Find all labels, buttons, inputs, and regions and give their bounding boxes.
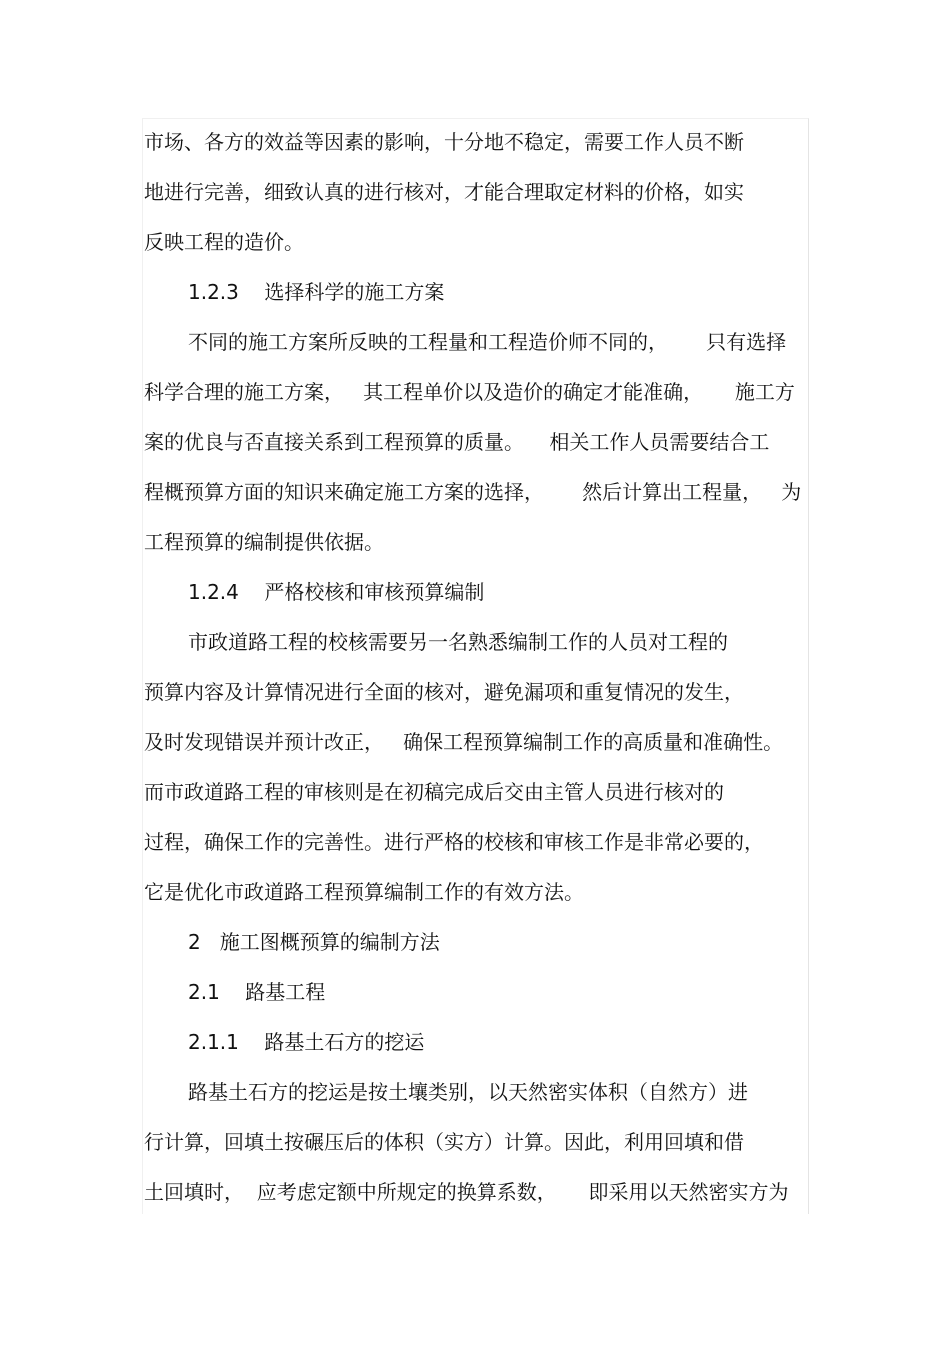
paragraph-line: 案的优良与否直接关系到工程预算的质量。 相关工作人员需要结合工 (144, 430, 770, 454)
paragraph-line: 过程，确保工作的完善性。进行严格的校核和审核工作是非常必要的， (144, 830, 764, 854)
document-body (144, 124, 809, 1224)
paragraph-line: 地进行完善，细致认真的进行核对，才能合理取定材料的价格，如实 (144, 180, 744, 204)
paragraph-line: 程概预算方面的知识来确定施工方案的选择， 然后计算出工程量， 为 (144, 480, 802, 504)
paragraph-line: 市政道路工程的校核需要另一名熟悉编制工作的人员对工程的 (188, 630, 728, 654)
paragraph-line: 市场、各方的效益等因素的影响，十分地不稳定，需要工作人员不断 (144, 130, 744, 154)
paragraph-line: 不同的施工方案所反映的工程量和工程造价师不同的， 只有选择 (188, 330, 787, 354)
section-heading: 1.2.3 选择科学的施工方案 (188, 280, 445, 304)
paragraph-line: 预算内容及计算情况进行全面的核对，避免漏项和重复情况的发生， (144, 680, 744, 704)
paragraph-line: 土回填时， 应考虑定额中所规定的换算系数， 即采用以天然密实方为 (144, 1180, 789, 1204)
paragraph-line: 及时发现错误并预计改正， 确保工程预算编制工作的高质量和准确性。 (144, 730, 784, 754)
section-heading: 2.1 路基工程 (188, 980, 326, 1004)
chapter-heading: 2 施工图概预算的编制方法 (188, 930, 440, 954)
subsection-heading: 2.1.1 路基土石方的挖运 (188, 1030, 425, 1054)
paragraph-line: 路基土石方的挖运是按土壤类别，以天然密实体积（自然方）进 (188, 1080, 748, 1104)
paragraph-line: 它是优化市政道路工程预算编制工作的有效方法。 (144, 880, 584, 904)
paragraph-line: 行计算，回填土按碾压后的体积（实方）计算。因此，利用回填和借 (144, 1130, 744, 1154)
paragraph-line: 工程预算的编制提供依据。 (144, 530, 384, 554)
paragraph-line: 而市政道路工程的审核则是在初稿完成后交由主管人员进行核对的 (144, 780, 724, 804)
section-heading: 1.2.4 严格校核和审核预算编制 (188, 580, 485, 604)
paragraph-line: 反映工程的造价。 (144, 230, 304, 254)
paragraph-line: 科学合理的施工方案， 其工程单价以及造价的确定才能准确， 施工方 (144, 380, 795, 404)
